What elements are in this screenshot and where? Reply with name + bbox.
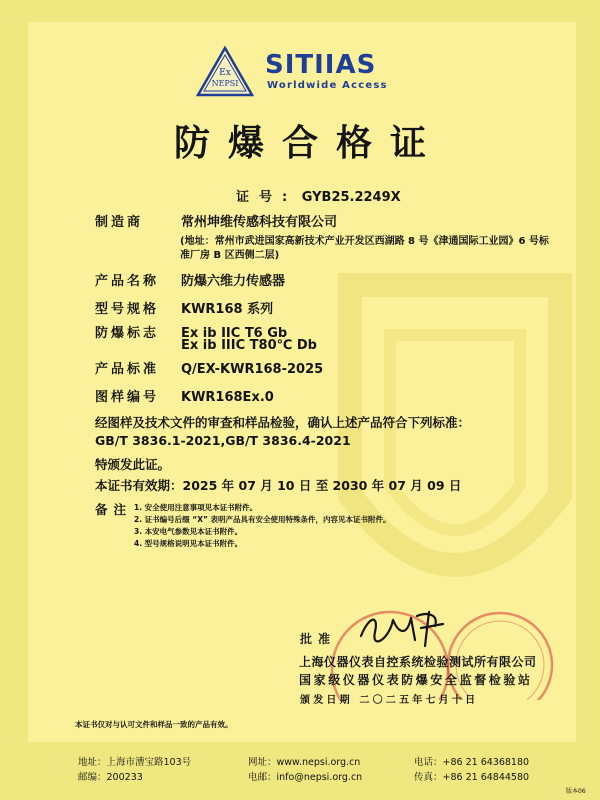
field-value: KWR168 系列 [181,302,274,317]
brand-tagline: Worldwide Access [267,80,388,91]
field-label: 图样编号 [95,390,160,405]
field-ex-marking-2 [181,338,317,353]
field-label: 型号规格 [95,302,160,317]
field-product-standard [95,358,323,377]
footer-email [248,769,362,783]
field-label: 制造商 [95,215,144,230]
field-product-name [95,270,285,289]
footer-value: 上海市漕宝路103号 [106,757,192,768]
note-item: 2. 证书编号后缀 “X” 表明产品具有安全使用特殊条件，内容见本证书附件。 [134,515,391,524]
field-drawing-no [95,386,274,405]
field-label: 产品标准 [95,362,160,377]
nepsi-logo [195,45,255,100]
signature [355,606,450,651]
field-address: (地址：常州市武进国家高新技术产业开发区西湖路 8 号《津通国际工业园》6 号标准厂房 B 区西侧二层) [180,236,549,261]
certificate-title: 防爆合格证 [173,123,444,164]
validity-note: 本证书仅对与认可文件和样品一致的产品有效。 [75,720,233,729]
field-value: Q/EX-KWR168-2025 [181,362,324,377]
nepsi-logo-bottom: NEPSI [211,79,239,88]
footer-value[interactable]: www.nepsi.org.cn [276,757,361,768]
footer-tel [414,754,529,768]
cert-no-label: 证号: [236,190,298,205]
issue-date: 颁发日期 二〇二五年七月十日 [300,695,479,706]
approval-label: 批准 [300,632,337,646]
statement-validity: 本证书有效期：2025 年 07 月 10 日 至 2030 年 07 月 09 日 [95,478,462,493]
footer-value: 200233 [106,772,143,783]
footer-value[interactable]: info@nepsi.org.cn [276,772,363,783]
ex-watermark-emblem [330,245,580,625]
note-item: 1. 安全使用注意事项见本证书附件。 [134,503,258,512]
footer-label: 电话： [414,757,443,768]
field-value: 常州坤维传感科技有限公司 [181,215,338,230]
footer-value: +86 21 64844580 [442,772,530,783]
note-item: 3. 本安电气参数见本证书附件。 [134,527,243,536]
sitiias-logo [265,50,415,100]
statement-issue: 特颁发此证。 [95,457,171,472]
footer-label: 网址： [248,757,277,768]
footer-label: 地址： [78,757,107,768]
footer-website [248,754,360,768]
footer-label: 传真： [414,772,443,783]
field-manufacturer [95,211,337,230]
nepsi-logo-top: Ex [219,68,231,78]
issuing-organization: 上海仪器仪表自控系统检验测试所有限公司 [299,655,537,669]
version-label: 版本06 [566,788,586,795]
footer-zip [78,769,143,783]
footer-label: 电邮： [248,772,277,783]
note-item: 4. 型号规格说明见本证书附件。 [134,539,243,548]
field-model [95,298,273,317]
footer-label: 邮编： [78,772,107,783]
footer-fax [414,769,529,783]
field-value: KWR168Ex.0 [181,390,274,405]
certificate-number [236,186,401,205]
inspection-station: 国家级仪器仪表防爆安全监督检验站 [299,673,533,687]
footer-address [78,754,191,768]
statement-standards: GB/T 3836.1-2021,GB/T 3836.4-2021 [95,433,351,448]
field-value: 防爆六维力传感器 [181,274,286,289]
brand-name: SITIIAS [265,50,377,80]
notes-list [134,502,391,550]
field-value: Ex ib IIC T6 Gb [181,326,288,341]
notes-label: 备注 [95,502,133,517]
field-value: Ex ib IIIC T80℃ Db [181,338,317,353]
footer-value: +86 21 64368180 [442,757,530,768]
field-label: 产品名称 [95,274,160,289]
statement-line: 经图样及技术文件的审查和样品检验，确认上述产品符合下列标准： [95,415,471,430]
field-label: 防爆标志 [95,326,160,341]
cert-no-value: GYB25.2249X [301,190,401,205]
